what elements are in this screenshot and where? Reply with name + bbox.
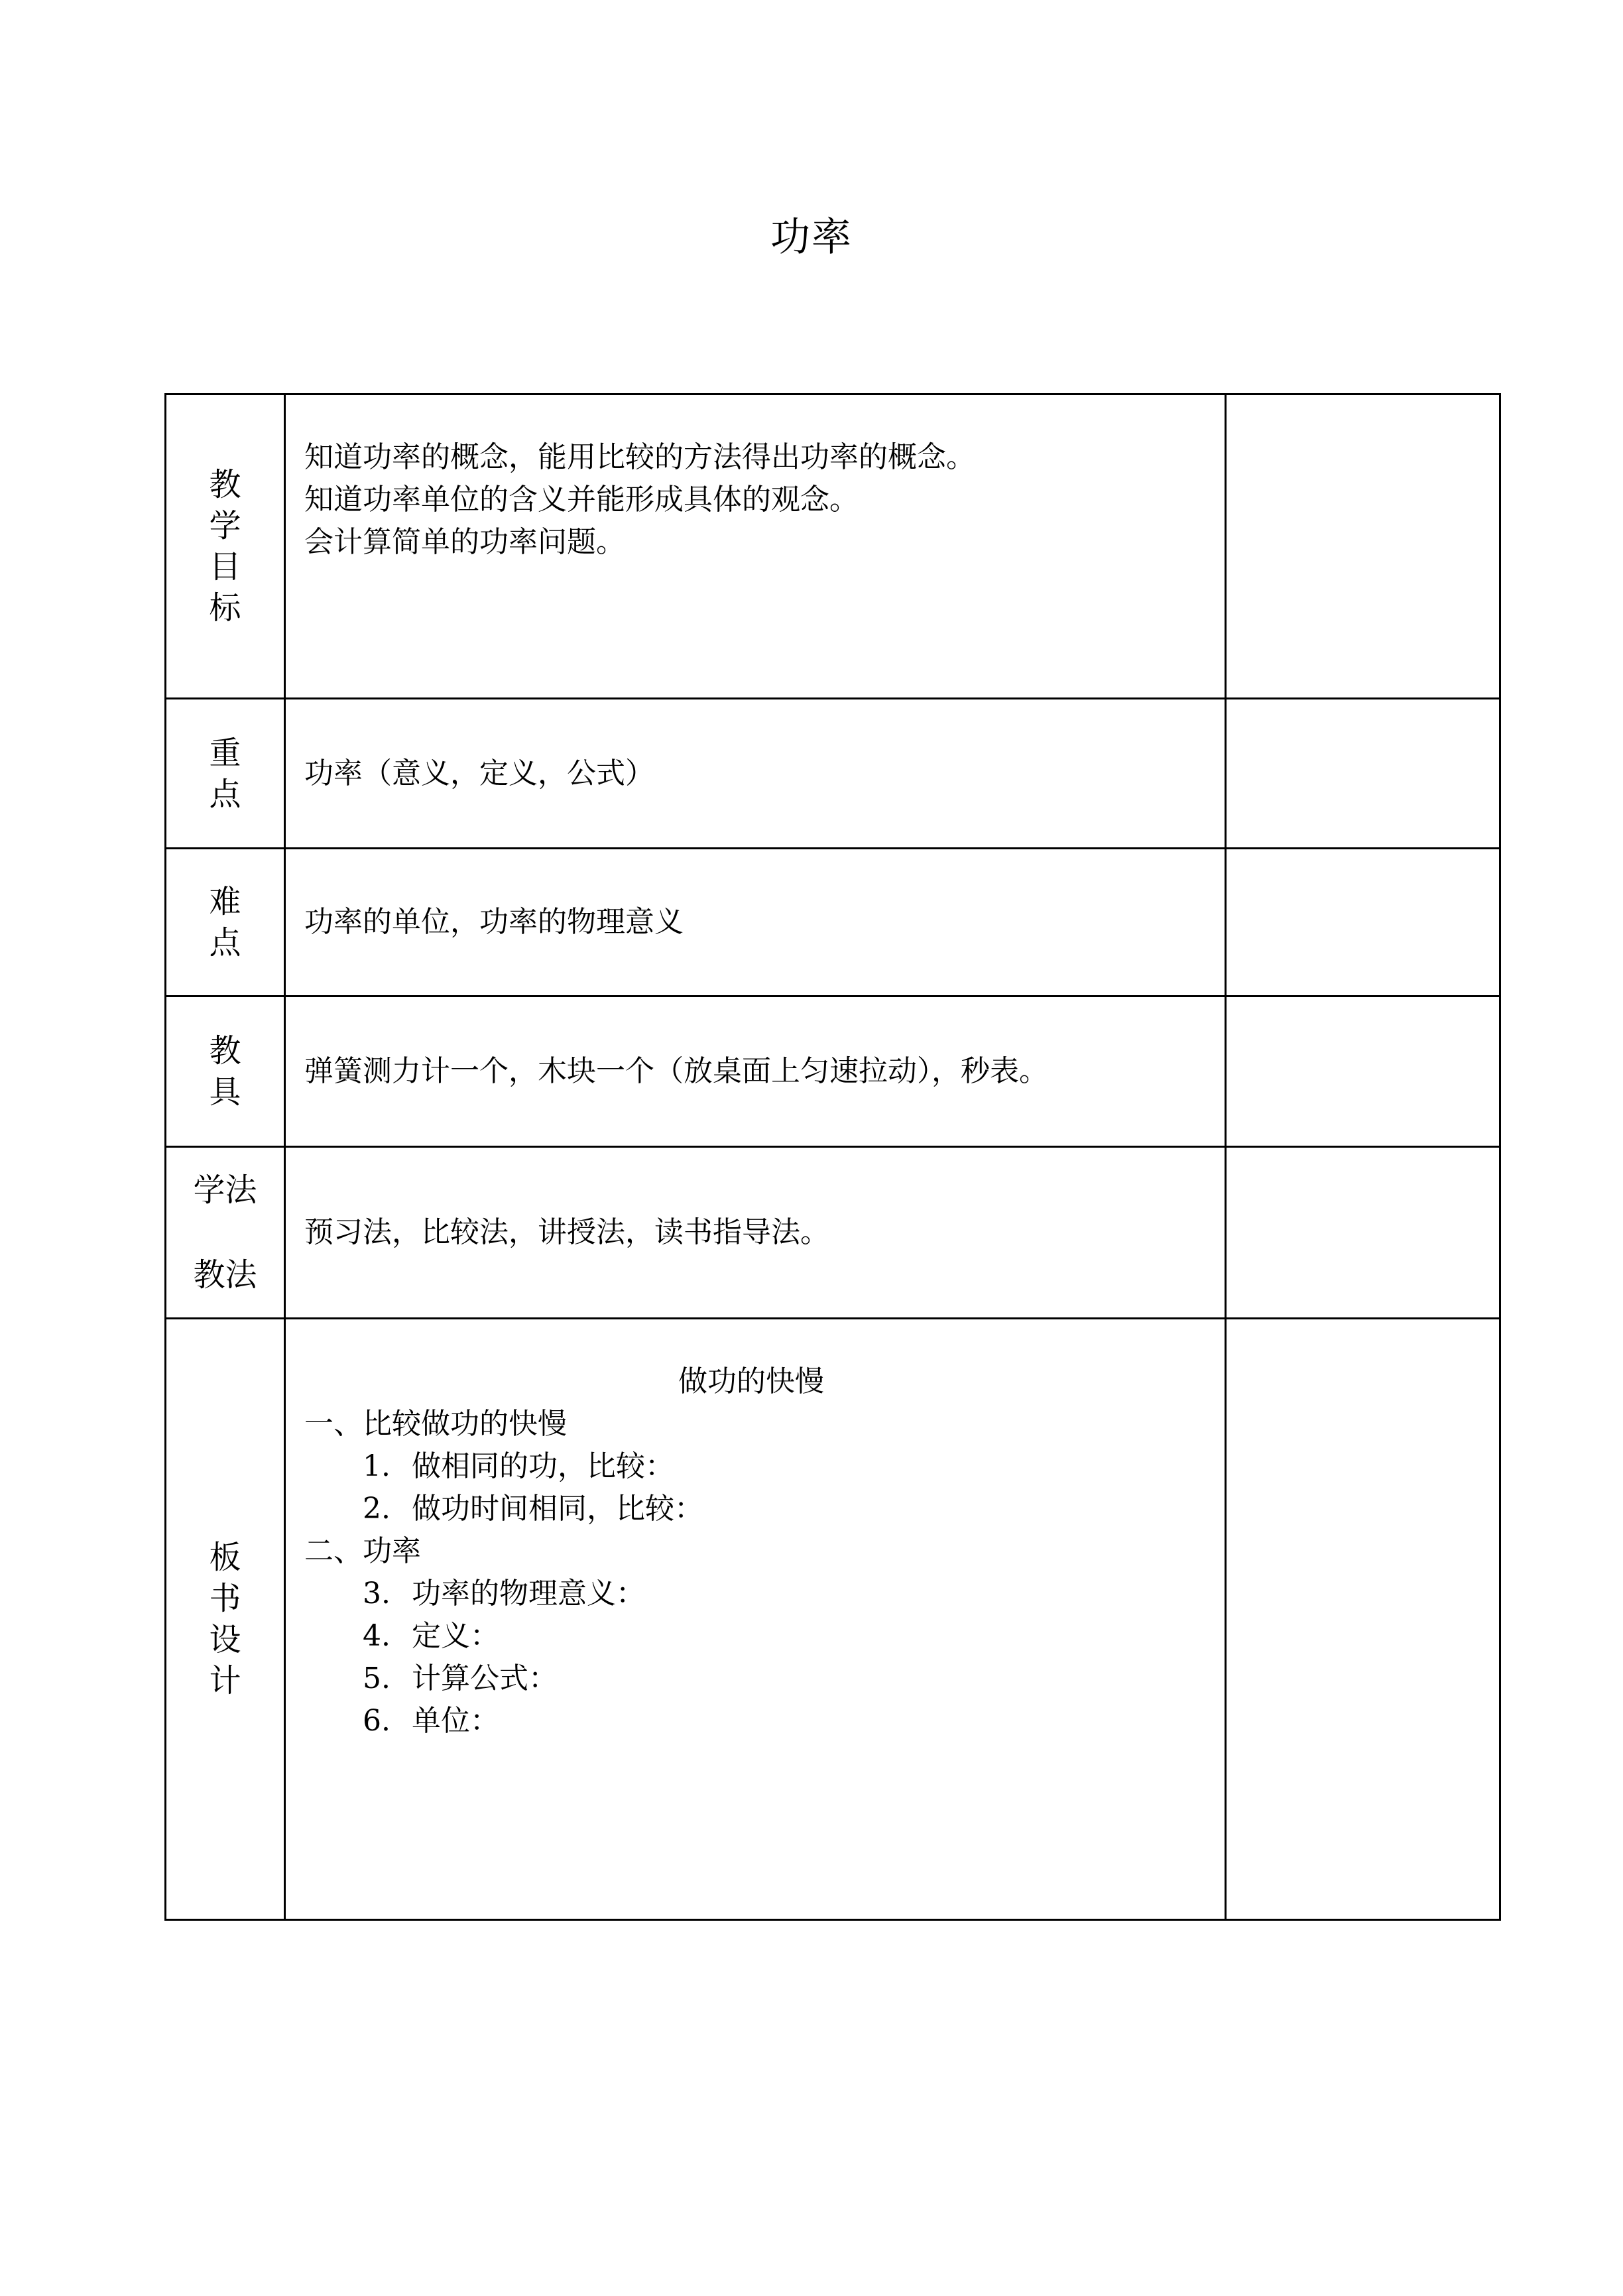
label-char: 重 (209, 734, 241, 772)
notes-cell (1226, 1147, 1500, 1319)
row-teaching-aids (166, 997, 1500, 1147)
notes-cell (1226, 699, 1500, 849)
label-key-point (166, 699, 285, 849)
row-key-point (166, 699, 1500, 849)
content-board-design (285, 1319, 1226, 1920)
item-text: 做相同的功，比较： (412, 1449, 674, 1483)
row-board-design (166, 1319, 1500, 1920)
item-number: 2. (363, 1492, 391, 1526)
item-text: 单位： (412, 1704, 499, 1738)
label-char: 计 (209, 1662, 241, 1699)
board-list-item (304, 1658, 1211, 1700)
label-line: 教法 (193, 1256, 257, 1294)
row-methods (166, 1147, 1500, 1319)
label-char: 设 (209, 1621, 241, 1658)
content-methods: 预习法，比较法，讲授法，读书指导法。 (285, 1147, 1226, 1319)
board-list-item (304, 1445, 1211, 1488)
board-list-item (304, 1573, 1211, 1615)
label-char: 教 (209, 1032, 241, 1069)
label-char: 点 (209, 924, 241, 961)
notes-cell (1226, 1319, 1500, 1920)
notes-cell (1226, 997, 1500, 1147)
label-char: 教 (209, 466, 241, 503)
item-number: 4. (363, 1619, 391, 1653)
content-teaching-aids: 弹簧测力计一个，木块一个（放桌面上匀速拉动），秒表。 (285, 997, 1226, 1147)
label-char: 板 (209, 1539, 241, 1576)
lesson-plan-table (164, 393, 1501, 1921)
notes-cell (1226, 849, 1500, 997)
objective-line: 会计算简单的功率问题。 (304, 525, 625, 559)
content-difficulty: 功率的单位，功率的物理意义 (285, 849, 1226, 997)
row-difficulty (166, 849, 1500, 997)
board-section-heading: 二、功率 (304, 1534, 421, 1568)
label-methods (166, 1147, 285, 1319)
label-line: 学法 (193, 1172, 257, 1209)
item-text: 功率的物理意义： (412, 1577, 645, 1610)
label-difficulty (166, 849, 285, 997)
label-char: 学 (209, 507, 241, 544)
board-section-heading: 一、比较做功的快慢 (304, 1407, 567, 1441)
label-char: 难 (209, 883, 241, 920)
item-number: 6. (363, 1704, 391, 1738)
page-title: 功率 (770, 214, 853, 261)
item-text: 做功时间相同，比较： (412, 1492, 703, 1526)
item-number: 3. (363, 1577, 391, 1610)
row-teaching-objectives (166, 394, 1500, 699)
label-char: 目 (209, 548, 241, 585)
board-heading: 做功的快慢 (678, 1364, 824, 1398)
label-char: 标 (209, 589, 241, 627)
content-teaching-objectives (285, 394, 1226, 699)
label-char: 书 (209, 1580, 241, 1617)
label-teaching-aids (166, 997, 285, 1147)
item-text: 计算公式： (412, 1662, 558, 1695)
label-char: 点 (209, 775, 241, 813)
objective-line: 知道功率单位的含义并能形成具体的观念。 (304, 483, 859, 516)
board-list-item (304, 1488, 1211, 1530)
item-number: 5. (363, 1662, 391, 1695)
item-number: 1. (363, 1449, 391, 1483)
content-key-point: 功率（意义，定义，公式） (285, 699, 1226, 849)
label-char: 具 (209, 1073, 241, 1111)
notes-cell (1226, 394, 1500, 699)
objective-line: 知道功率的概念，能用比较的方法得出功率的概念。 (304, 440, 975, 474)
item-text: 定义： (412, 1619, 499, 1653)
board-list-item (304, 1700, 1211, 1742)
label-board-design (166, 1319, 285, 1920)
board-list-item (304, 1615, 1211, 1658)
label-teaching-objectives (166, 394, 285, 699)
